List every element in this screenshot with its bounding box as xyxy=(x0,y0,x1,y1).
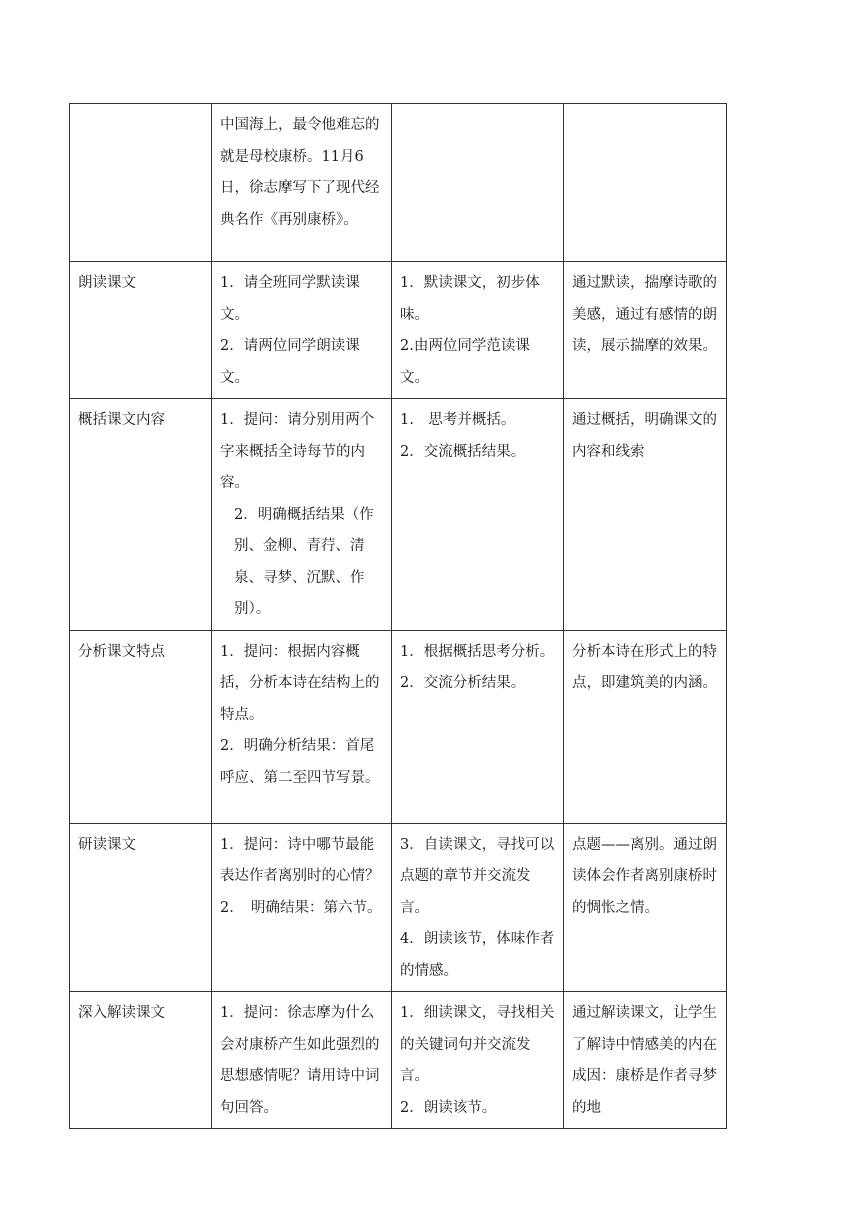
table-row xyxy=(70,992,727,1129)
design-purpose-cell: 通过概括，明确课文的内容和线索 xyxy=(564,399,727,631)
student-activity-text: 2．交流分析结果。 xyxy=(400,675,526,691)
teacher-activity-text: 中国海上，最令他难忘的就是母校康桥。11月6日，徐志摩写下了现代经典名作《再别康桥》。 xyxy=(220,117,380,228)
student-activity-cell xyxy=(392,630,564,823)
stage-cell: 分析课文特点 xyxy=(70,630,212,823)
teacher-activity-text: 2．请两位同学朗读课文。 xyxy=(220,338,360,386)
table-row xyxy=(70,262,727,399)
teacher-activity-cell xyxy=(212,992,392,1129)
table-row xyxy=(70,104,727,262)
student-activity-text: 4．朗读该节，体味作者的情感。 xyxy=(400,931,555,979)
lesson-plan-table xyxy=(69,103,727,1129)
student-activity-cell xyxy=(392,262,564,399)
student-activity-text: 2.由两位同学范读课文。 xyxy=(400,338,530,386)
design-purpose-cell: 点题——离别。通过朗读体会作者离别康桥时的惆怅之情。 xyxy=(564,823,727,992)
student-activity-text: 1. 思考并概括。 xyxy=(400,412,516,428)
teacher-activity-text: 1．提问：徐志摩为什么会对康桥产生如此强烈的思想感情呢？请用诗中词句回答。 xyxy=(220,1005,380,1116)
teacher-activity-cell xyxy=(212,630,392,823)
student-activity-cell xyxy=(392,992,564,1129)
design-purpose-cell: 通过解读课文，让学生了解诗中情感美的内在成因：康桥是作者寻梦的地 xyxy=(564,992,727,1129)
teacher-activity-text: 1．提问：诗中哪节最能表达作者离别时的心情？ xyxy=(220,836,380,884)
student-activity-cell xyxy=(392,399,564,631)
teacher-activity-cell xyxy=(212,104,392,262)
stage-cell: 朗读课文 xyxy=(70,262,212,399)
teacher-activity-text: 1．提问：请分别用两个字来概括全诗每节的内容。 xyxy=(220,412,375,491)
design-purpose-cell: 通过默读，揣摩诗歌的美感，通过有感情的朗读，展示揣摩的效果。 xyxy=(564,262,727,399)
student-activity-text: 1．默读课文，初步体味。 xyxy=(400,275,540,323)
teacher-activity-text: 1．请全班同学默读课文。 xyxy=(220,275,360,323)
teacher-activity-text: 1．提问：根据内容概括，分析本诗在结构上的特点。 xyxy=(220,643,380,723)
teacher-activity-text: 2．明确概括结果（作别、金柳、青荇、清泉、寻梦、沉默、作别）。 xyxy=(234,506,374,617)
student-activity-text: 1．细读课文，寻找相关的关键词句并交流发言。 xyxy=(400,1005,555,1084)
table-row xyxy=(70,399,727,631)
teacher-activity-cell xyxy=(212,399,392,631)
teacher-activity-text: 2． 明确结果：第六节。 xyxy=(220,899,382,916)
student-activity-cell xyxy=(392,823,564,992)
student-activity-text: 2．交流概括结果。 xyxy=(400,443,526,460)
stage-cell xyxy=(70,104,212,262)
student-activity-cell xyxy=(392,104,564,262)
teacher-activity-cell xyxy=(212,262,392,399)
design-purpose-cell xyxy=(564,104,727,262)
stage-cell: 研读课文 xyxy=(70,823,212,992)
design-purpose-cell: 分析本诗在形式上的特点，即建筑美的内涵。 xyxy=(564,630,727,823)
teacher-activity-text: 2．明确分析结果：首尾呼应、第二至四节写景。 xyxy=(220,738,380,786)
teacher-activity-cell xyxy=(212,823,392,992)
student-activity-text: 2．朗读该节。 xyxy=(400,1099,497,1116)
stage-cell: 深入解读课文 xyxy=(70,992,212,1129)
table-row xyxy=(70,630,727,823)
stage-cell: 概括课文内容 xyxy=(70,399,212,631)
student-activity-text: 3．自读课文，寻找可以点题的章节并交流发言。 xyxy=(400,836,555,916)
table-row xyxy=(70,823,727,992)
student-activity-text: 1．根据概括思考分析。 xyxy=(400,643,555,660)
